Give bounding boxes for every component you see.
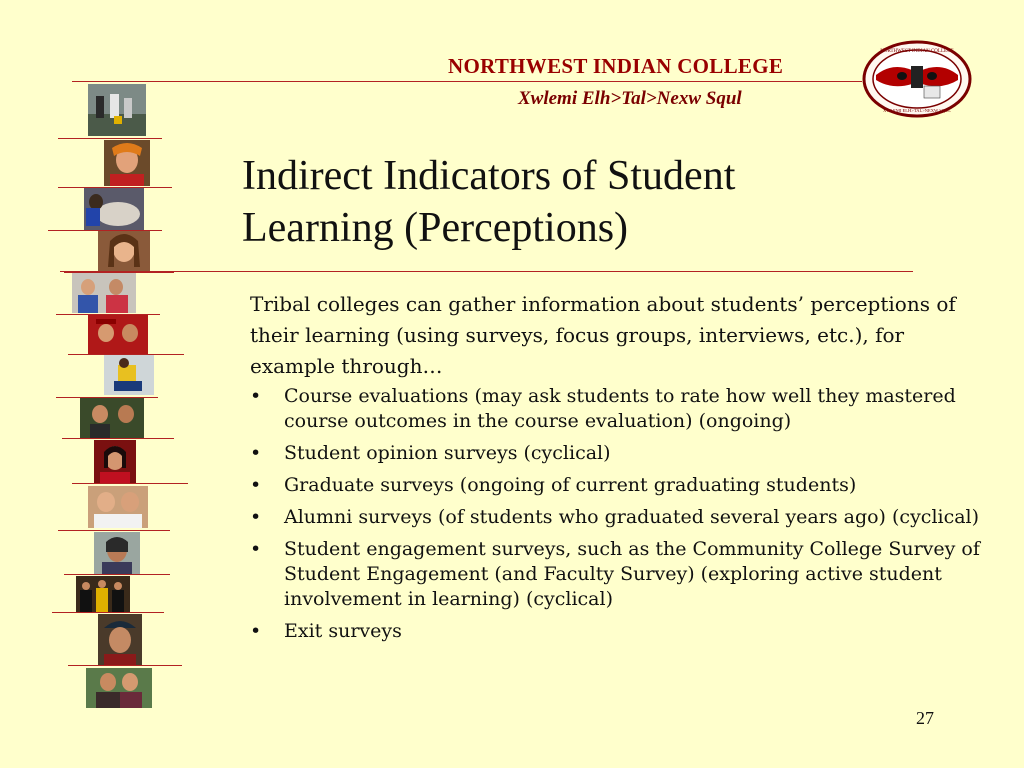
bullet-text: Graduate surveys (ongoing of current graduating students) — [284, 474, 857, 496]
photo-two-women — [88, 486, 148, 528]
bullet-item — [250, 505, 990, 530]
photo-divider — [62, 438, 174, 439]
header-divider — [72, 81, 862, 82]
photo-divider — [72, 483, 188, 484]
bullet-item — [250, 441, 990, 466]
bullet-item — [250, 537, 990, 612]
seal-bottom-text: XWLEMI ELH>TAL>NEXW SQUL — [882, 108, 952, 113]
photo-couple-outdoors — [86, 668, 152, 708]
bullet-marker: • — [250, 620, 262, 642]
bullet-list — [250, 384, 990, 651]
photo-students-computer — [72, 273, 136, 313]
bullet-marker: • — [250, 538, 262, 560]
page-number: 27 — [916, 708, 934, 728]
photo-woman-regalia — [104, 140, 150, 186]
bullet-text: Student opinion surveys (cyclical) — [284, 442, 611, 464]
college-name: NORTHWEST INDIAN COLLEGE — [448, 54, 784, 78]
bullet-marker: • — [250, 442, 262, 464]
photo-divider — [58, 530, 170, 531]
bullet-marker: • — [250, 385, 262, 407]
photo-graduates-red — [88, 315, 148, 355]
photo-person-kneeling — [104, 355, 154, 395]
bullet-text: Exit surveys — [284, 620, 402, 642]
bullet-item — [250, 473, 990, 498]
photo-elders-talking — [80, 398, 144, 438]
bullet-item — [250, 619, 990, 644]
title-line-1: Indirect Indicators of Student — [242, 153, 736, 199]
bullet-marker: • — [250, 474, 262, 496]
photo-elder-hat — [98, 614, 142, 666]
title-divider — [60, 271, 913, 272]
photo-divider — [64, 574, 170, 575]
bullet-text: Alumni surveys (of students who graduated several years ago) (cyclical) — [284, 506, 980, 528]
bullet-item — [250, 384, 990, 434]
photo-elder-portrait — [94, 532, 140, 574]
bullet-text: Student engagement surveys, such as the Community College Survey of Student Engagement (and Faculty Survey) (exploring active student involvement in learning) (cyclical) — [284, 538, 980, 610]
college-tagline: Xwlemi Elh>Tal>Nexw Squl — [518, 88, 742, 109]
photo-people-fishing — [88, 84, 146, 136]
bullet-text: Course evaluations (may ask students to rate how well they mastered course outcomes in the course evaluation) (ongoing) — [284, 385, 956, 432]
photo-drum-group — [84, 188, 144, 230]
photo-smiling-woman — [98, 231, 150, 271]
photo-graduation-line — [76, 576, 130, 612]
photo-divider — [68, 665, 182, 666]
intro-paragraph: Tribal colleges can gather information about students’ perceptions of their learning (using surveys, focus groups, interviews, etc.), for example through… — [250, 292, 956, 378]
slide-title — [242, 150, 922, 254]
bullet-marker: • — [250, 506, 262, 528]
seal-top-text: NORTHWEST INDIAN COLLEGE — [880, 49, 954, 54]
photo-divider — [52, 612, 164, 613]
photo-divider — [58, 138, 162, 139]
college-seal-logo — [862, 40, 972, 118]
photo-woman-speaking — [94, 440, 136, 484]
title-line-2: Learning (Perceptions) — [242, 205, 629, 251]
